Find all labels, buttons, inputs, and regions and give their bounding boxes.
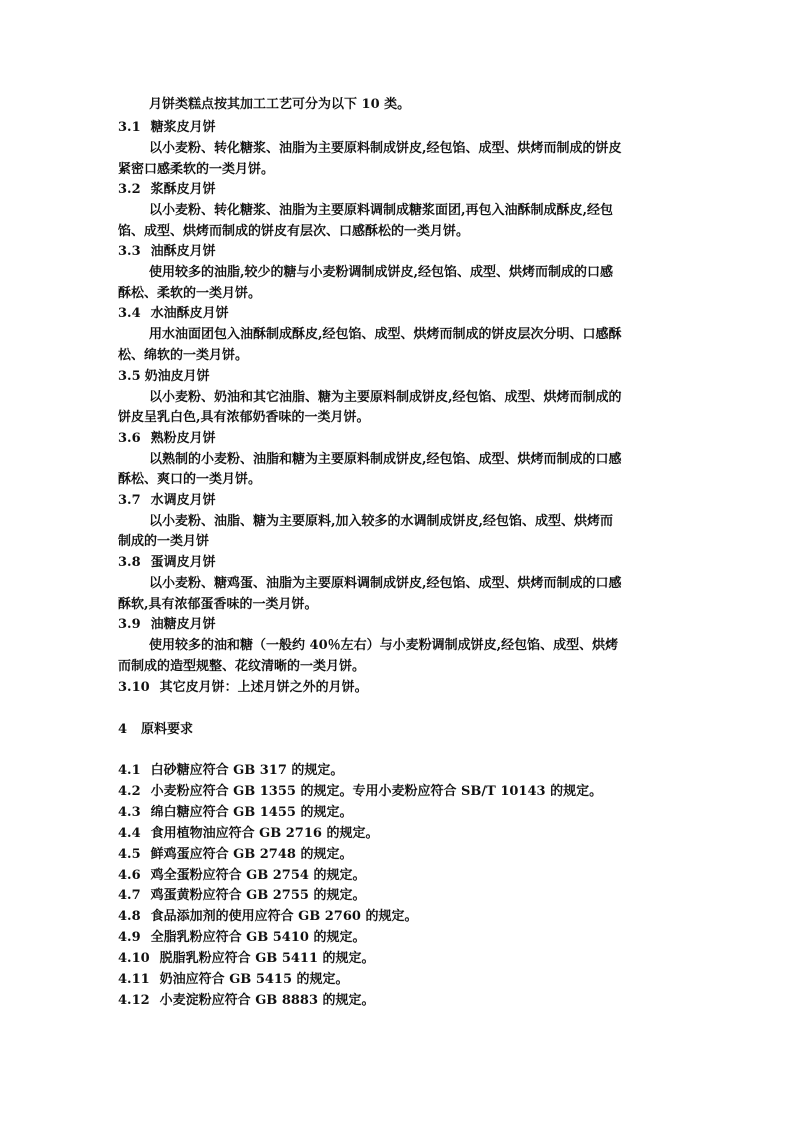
category-desc-line: 饼皮呈乳白色,具有浓郁奶香味的一类月饼。 xyxy=(118,410,370,425)
requirement-text: 食用植物油应符合 GB 2716 的规定。 xyxy=(150,826,379,841)
requirement-item xyxy=(118,928,365,948)
requirement-text: 鸡全蛋粉应符合 GB 2754 的规定。 xyxy=(150,868,366,883)
category-desc-line: 制成的一类月饼 xyxy=(118,534,210,549)
requirement-text: 绵白糖应符合 GB 1455 的规定。 xyxy=(150,805,353,820)
category-number: 3.2 xyxy=(118,182,141,197)
category-desc-line: 酥松、柔软的一类月饼。 xyxy=(118,286,262,301)
requirement-item xyxy=(118,886,365,906)
category-number: 3.8 xyxy=(118,555,141,570)
category-desc-line: 酥松、爽口的一类月饼。 xyxy=(118,472,262,487)
category-desc-line: 以小麦粉、奶油和其它油脂、糖为主要原料制成饼皮,经包馅、成型、烘烤而制成的 xyxy=(149,390,622,405)
category-title: 水调皮月饼 xyxy=(150,493,216,508)
requirement-text: 小麦粉应符合 GB 1355 的规定。专用小麦粉应符合 SB/T 10143 的规定。 xyxy=(150,784,603,799)
requirement-number: 4.11 xyxy=(118,972,150,987)
category-number: 3.3 xyxy=(118,244,141,259)
requirement-number: 4.3 xyxy=(118,805,141,820)
category-title: 蛋调皮月饼 xyxy=(150,555,216,570)
category-heading xyxy=(118,553,216,573)
requirement-number: 4.1 xyxy=(118,763,141,778)
requirement-text: 小麦淀粉应符合 GB 8883 的规定。 xyxy=(159,993,375,1008)
category-number: 3.1 xyxy=(118,120,141,135)
category-title: 浆酥皮月饼 xyxy=(150,182,216,197)
category-number: 3.6 xyxy=(118,431,141,446)
category-heading xyxy=(118,118,216,138)
requirement-number: 4.7 xyxy=(118,888,141,903)
requirement-number: 4.5 xyxy=(118,847,141,862)
category-title: 油糖皮月饼 xyxy=(150,617,216,632)
category-number: 3.5 xyxy=(118,369,141,384)
category-desc-line: 以熟制的小麦粉、油脂和糖为主要原料制成饼皮,经包馅、成型、烘烤而制成的口感 xyxy=(149,452,622,467)
category-desc-line: 紧密口感柔软的一类月饼。 xyxy=(118,162,275,177)
requirement-item xyxy=(118,907,417,927)
category-title: 水油酥皮月饼 xyxy=(150,306,229,321)
requirement-text: 食品添加剂的使用应符合 GB 2760 的规定。 xyxy=(150,909,418,924)
category-desc-line: 酥软,具有浓郁蛋香味的一类月饼。 xyxy=(118,597,318,612)
requirement-number: 4.4 xyxy=(118,826,141,841)
category-heading xyxy=(118,491,216,511)
requirement-item xyxy=(118,949,375,969)
category-desc-line: 以小麦粉、转化糖浆、油脂为主要原料调制成糖浆面团,再包入油酥制成酥皮,经包 xyxy=(149,203,614,218)
category-title: 糖浆皮月饼 xyxy=(150,120,216,135)
category-desc-line: 以小麦粉、油脂、糖为主要原料,加入较多的水调制成饼皮,经包馅、成型、烘烤而 xyxy=(149,514,614,529)
category-other xyxy=(118,678,368,698)
requirement-text: 奶油应符合 GB 5415 的规定。 xyxy=(159,972,349,987)
category-heading xyxy=(118,429,216,449)
category-number: 3.4 xyxy=(118,306,141,321)
requirement-item xyxy=(118,991,375,1011)
requirement-item xyxy=(118,782,602,802)
category-title: 奶油皮月饼 xyxy=(144,369,210,384)
category-number: 3.7 xyxy=(118,493,141,508)
category-desc-line: 以小麦粉、转化糖浆、油脂为主要原料制成饼皮,经包馅、成型、烘烤而制成的饼皮 xyxy=(149,141,622,156)
category-heading xyxy=(118,367,210,387)
requirement-number: 4.2 xyxy=(118,784,141,799)
requirement-item xyxy=(118,761,343,781)
category-desc-line: 使用较多的油和糖（一般约 40％左右）与小麦粉调制成饼皮,经包馅、成型、烘烤 xyxy=(149,638,619,653)
requirement-item xyxy=(118,824,378,844)
category-heading xyxy=(118,242,216,262)
requirement-number: 4.9 xyxy=(118,930,141,945)
requirement-text: 鲜鸡蛋应符合 GB 2748 的规定。 xyxy=(150,847,353,862)
category-heading xyxy=(118,304,229,324)
requirement-item xyxy=(118,845,352,865)
requirement-text: 白砂糖应符合 GB 317 的规定。 xyxy=(150,763,344,778)
category-desc-line: 用水油面团包入油酥制成酥皮,经包馅、成型、烘烤而制成的饼皮层次分明、口感酥 xyxy=(149,327,622,342)
category-number: 3.9 xyxy=(118,617,141,632)
category-desc-line: 而制成的造型规整、花纹清晰的一类月饼。 xyxy=(118,659,366,674)
category-desc-line: 使用较多的油脂,较少的糖与小麦粉调制成饼皮,经包馅、成型、烘烤而制成的口感 xyxy=(149,265,614,280)
category-heading xyxy=(118,180,216,200)
requirement-number: 4.8 xyxy=(118,909,141,924)
section-number: 4 xyxy=(118,722,128,737)
category-title: 熟粉皮月饼 xyxy=(150,431,216,446)
category-desc-line: 馅、成型、烘烤而制成的饼皮有层次、口感酥松的一类月饼。 xyxy=(118,224,470,239)
intro-paragraph: 月饼类糕点按其加工工艺可分为以下 10 类。 xyxy=(149,97,411,112)
requirement-item xyxy=(118,866,365,886)
requirement-text: 鸡蛋黄粉应符合 GB 2755 的规定。 xyxy=(150,888,366,903)
requirement-item xyxy=(118,803,352,823)
category-desc-line: 松、绵软的一类月饼。 xyxy=(118,348,249,363)
category-other-text: 其它皮月饼：上述月饼之外的月饼。 xyxy=(159,680,368,695)
category-number: 3.10 xyxy=(118,680,150,695)
requirement-number: 4.10 xyxy=(118,951,150,966)
requirement-text: 全脂乳粉应符合 GB 5410 的规定。 xyxy=(150,930,366,945)
category-title: 油酥皮月饼 xyxy=(150,244,216,259)
category-desc-line: 以小麦粉、糖鸡蛋、油脂为主要原料调制成饼皮,经包馅、成型、烘烤而制成的口感 xyxy=(149,576,622,591)
category-heading xyxy=(118,615,216,635)
section-title: 原料要求 xyxy=(141,722,194,737)
requirement-number: 4.12 xyxy=(118,993,150,1008)
section-heading xyxy=(118,720,193,740)
requirement-item xyxy=(118,970,349,990)
requirement-text: 脱脂乳粉应符合 GB 5411 的规定。 xyxy=(159,951,375,966)
requirement-number: 4.6 xyxy=(118,868,141,883)
